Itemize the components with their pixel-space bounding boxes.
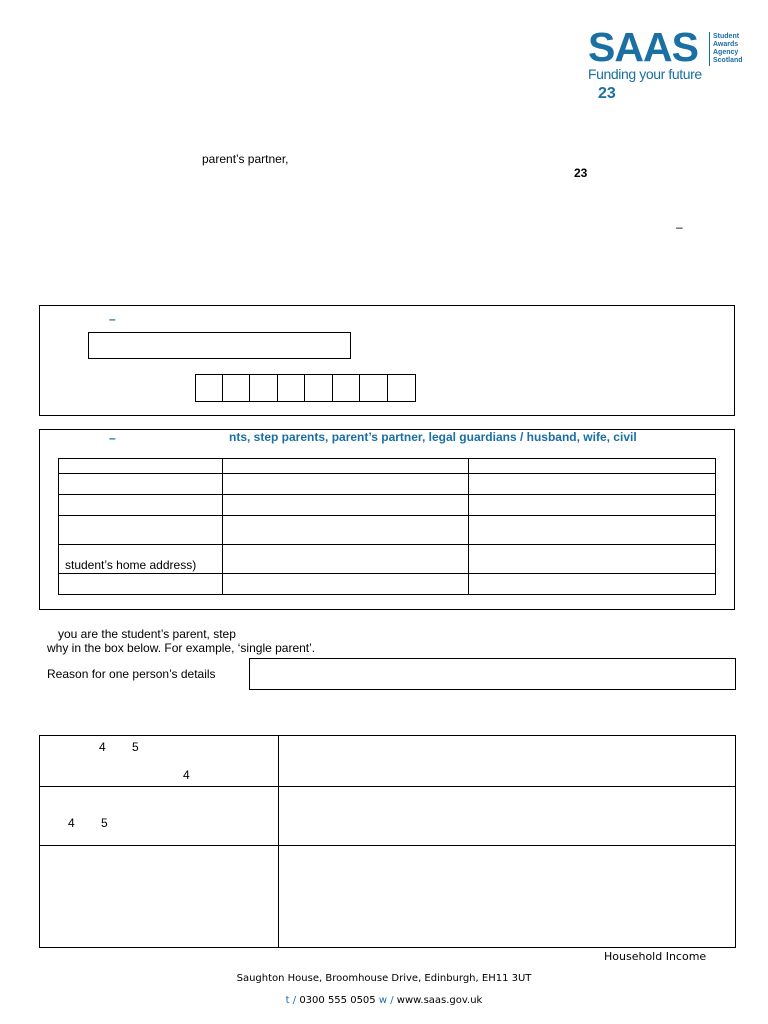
footer-w-label: w / bbox=[378, 995, 394, 1006]
single-parent-line-2: why in the box below. For example, ‘single parent’. bbox=[47, 641, 316, 655]
year-badge: 23 bbox=[598, 85, 616, 102]
logo-agency-line: Scotland bbox=[713, 57, 743, 64]
logo-agency-line: Agency bbox=[713, 49, 739, 56]
table-row bbox=[59, 516, 716, 545]
table-cell[interactable] bbox=[222, 495, 469, 516]
logo-wordmark: SAAS bbox=[588, 24, 698, 70]
table-cell[interactable] bbox=[222, 574, 469, 595]
lower-row2-num-a: 4 bbox=[68, 816, 75, 830]
footer-address: Saughton House, Broomhouse Drive, Edinburgh, EH11 3UT bbox=[236, 973, 532, 984]
table-cell[interactable] bbox=[222, 545, 469, 574]
table-row bbox=[59, 495, 716, 516]
digit-boxes bbox=[195, 374, 417, 402]
table-row bbox=[59, 545, 716, 574]
section-1-box bbox=[39, 305, 735, 416]
lower-row1-num-a: 4 bbox=[99, 740, 106, 754]
footer-t-label: t / bbox=[285, 995, 297, 1006]
footer-phone: 0300 555 0505 bbox=[299, 995, 376, 1006]
intro-year-ref: 23 bbox=[574, 166, 588, 180]
lower-row1-num-c: 4 bbox=[183, 768, 190, 782]
row-label bbox=[59, 495, 223, 516]
lower-table bbox=[39, 735, 736, 948]
row-label bbox=[59, 574, 223, 595]
lower-row1-answer[interactable] bbox=[279, 736, 735, 786]
table-row bbox=[59, 474, 716, 495]
footer-website[interactable]: www.saas.gov.uk bbox=[396, 995, 483, 1006]
logo-tagline: Funding your future bbox=[588, 66, 702, 82]
digit-box[interactable] bbox=[222, 374, 250, 402]
table-cell[interactable] bbox=[469, 516, 716, 545]
reason-input-box[interactable] bbox=[249, 658, 736, 690]
table-cell[interactable] bbox=[469, 495, 716, 516]
section-1-dash: – bbox=[109, 312, 116, 326]
logo-agency-line: Awards bbox=[713, 41, 739, 48]
table-row bbox=[59, 459, 716, 474]
table-cell[interactable] bbox=[469, 459, 716, 474]
section-2-heading: nts, step parents, parent’s partner, legal guardians / husband, wife, civil bbox=[229, 430, 637, 444]
table-cell[interactable] bbox=[469, 574, 716, 595]
footer-contact bbox=[0, 995, 768, 1006]
table-row bbox=[59, 574, 716, 595]
table-cell[interactable] bbox=[222, 459, 469, 474]
single-parent-line-1: you are the student’s parent, step bbox=[58, 627, 236, 641]
table-cell[interactable] bbox=[469, 474, 716, 495]
intro-parents-partner: parent’s partner, bbox=[202, 152, 289, 166]
people-table bbox=[58, 458, 716, 595]
lower-row2-answer[interactable] bbox=[279, 787, 735, 845]
row-label: student’s home address) bbox=[59, 545, 223, 574]
lower-row2-num-b: 5 bbox=[101, 816, 108, 830]
logo-agency-text bbox=[713, 33, 743, 65]
section-2-box bbox=[39, 429, 735, 610]
digit-box[interactable] bbox=[359, 374, 388, 402]
lower-row1-num-b: 5 bbox=[132, 740, 139, 754]
section-2-dash: – bbox=[109, 431, 116, 445]
digit-box[interactable] bbox=[387, 374, 416, 402]
lower-row3-answer[interactable] bbox=[279, 846, 735, 947]
intro-dash: – bbox=[676, 220, 683, 234]
name-input-box[interactable] bbox=[88, 332, 351, 359]
row-label bbox=[59, 474, 223, 495]
logo-divider bbox=[709, 32, 710, 66]
table-cell[interactable] bbox=[222, 516, 469, 545]
digit-box[interactable] bbox=[249, 374, 278, 402]
table-cell[interactable] bbox=[222, 474, 469, 495]
logo-agency-line: Student bbox=[713, 33, 740, 40]
reason-label: Reason for one person’s details bbox=[47, 667, 216, 681]
household-income-label: Household Income bbox=[604, 950, 707, 963]
digit-box[interactable] bbox=[195, 374, 223, 402]
digit-box[interactable] bbox=[304, 374, 333, 402]
digit-box[interactable] bbox=[277, 374, 305, 402]
row-label bbox=[59, 516, 223, 545]
row-label bbox=[59, 459, 223, 474]
table-cell[interactable] bbox=[469, 545, 716, 574]
digit-box[interactable] bbox=[332, 374, 360, 402]
